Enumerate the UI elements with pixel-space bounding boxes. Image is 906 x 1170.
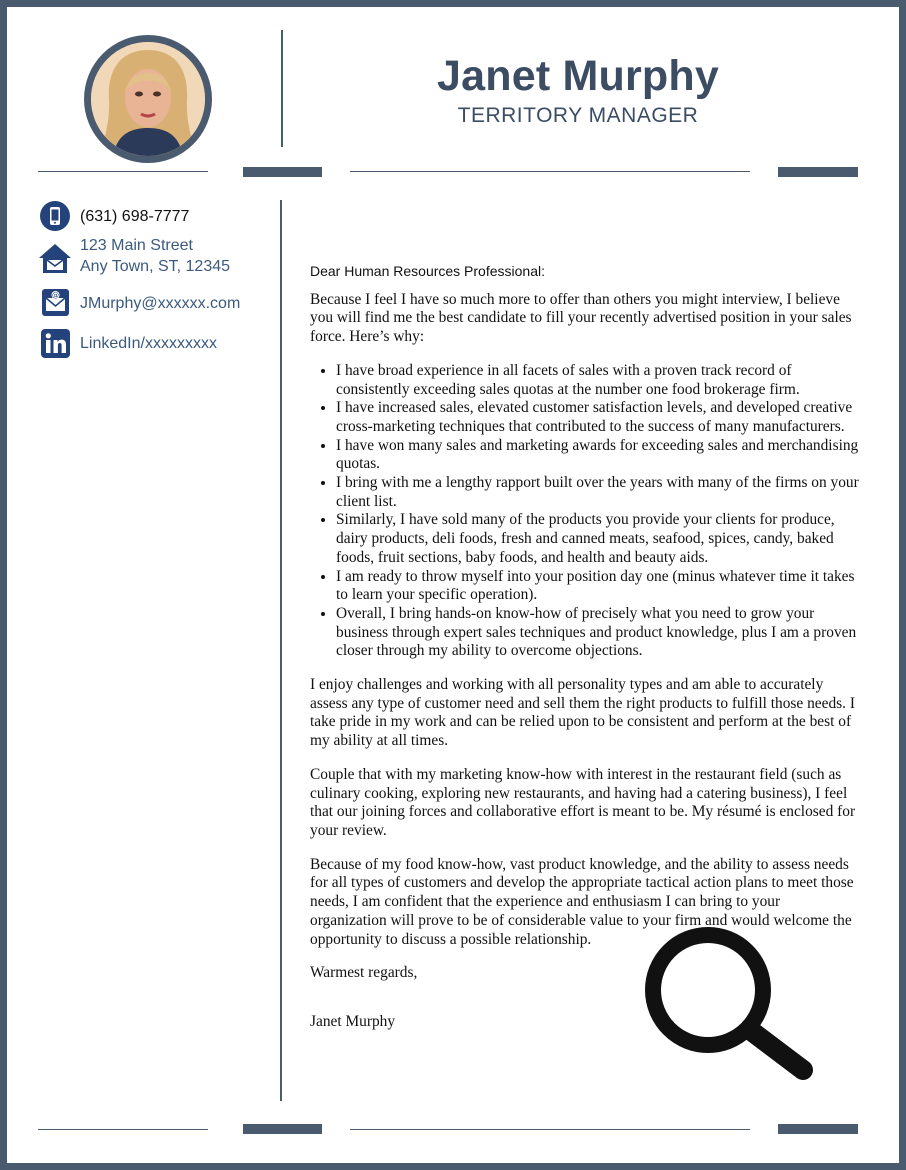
signature-name: Janet Murphy	[310, 1012, 396, 1030]
rule-bottom-center	[350, 1129, 750, 1130]
bar-bottom-left	[243, 1124, 322, 1134]
rule-bottom-left	[38, 1129, 208, 1130]
svg-text:@: @	[52, 291, 59, 300]
job-title: TERRITORY MANAGER	[457, 104, 699, 127]
list-item: • Overall, I bring hands-on know-how of precisely what you need to grow your business through expert sales techniques and product knowledge, plus I am a proven closer through my ability to overcome objections.	[336, 605, 860, 661]
phone-number[interactable]: (631) 698-7777	[80, 208, 190, 225]
bar-bottom-right	[778, 1124, 858, 1134]
magnifier-icon[interactable]	[640, 922, 825, 1087]
body-paragraph-4: Because of my food know-how, vast product knowledge, and the ability to assess needs for all types of customers and develop the appropriate tactical action plans to meet those needs, I am confident that the experience and enthusiasm I can bring to your organization will prove to be of considerable value to your firm and would welcome the opportunity to discuss a possible relationship.	[310, 855, 854, 948]
address-line-2: Any Town, ST, 12345	[80, 258, 231, 275]
list-item: • I have broad experience in all facets of sales with a proven track record of consistently exceeding sales quotas at the number one food brokerage firm.	[336, 362, 860, 399]
rule-top-center	[350, 171, 750, 172]
intro-paragraph: Because I feel I have so much more to offer than others you might interview, I believe you will find me the best candidate to fill your recently advertised position in your sales force. Here’s why:	[310, 290, 852, 346]
header-divider	[281, 30, 283, 147]
bar-top-right	[778, 167, 858, 177]
candidate-name: Janet Murphy	[437, 52, 719, 100]
body-paragraph-2: I enjoy challenges and working with all personality types and am able to accurately assess any type of customer need and sell them the right products to fulfill those needs. I take pride in my work and can be relied upon to be consistent and perform at the best of my ability at all times.	[310, 676, 855, 750]
phone-icon	[39, 200, 71, 232]
qualifications-list	[310, 362, 860, 661]
list-item: • Similarly, I have sold many of the products you provide your clients for produce, dairy products, deli foods, fresh and canned meats, seafood, spices, candy, baked foods, fruit sections, baby foods, and health and beauty aids.	[336, 511, 860, 567]
bar-top-left	[243, 167, 322, 177]
salutation: Dear Human Resources Professional:	[310, 263, 545, 279]
closing: Warmest regards,	[310, 964, 418, 982]
email-link[interactable]: JMurphy@xxxxxx.com	[80, 295, 241, 312]
column-divider	[280, 200, 282, 1101]
home-mail-icon	[37, 241, 73, 275]
email-icon	[40, 287, 71, 318]
profile-photo	[84, 35, 212, 163]
list-item: • I have increased sales, elevated customer satisfaction levels, and developed creative cross-marketing techniques that contributed to the success of many manufacturers.	[336, 399, 860, 436]
rule-top-left	[38, 171, 208, 172]
list-item: • I am ready to throw myself into your position day one (minus whatever time it takes to learn your specific operation).	[336, 568, 860, 605]
linkedin-link[interactable]: LinkedIn/xxxxxxxxx	[80, 335, 217, 352]
list-item: • I bring with me a lengthy rapport built over the years with many of the firms on your client list.	[336, 474, 860, 511]
list-item: • I have won many sales and marketing awards for exceeding sales and merchandising quotas.	[336, 437, 860, 474]
body-paragraph-3: Couple that with my marketing know-how with interest in the restaurant field (such as culinary cooking, exploring new restaurants, and having had a catering business), I feel that our joining forces and collaborative effort is meant to be. My résumé is enclosed for your review.	[310, 765, 856, 839]
linkedin-icon	[40, 328, 71, 359]
address-line-1: 123 Main Street	[80, 237, 193, 254]
